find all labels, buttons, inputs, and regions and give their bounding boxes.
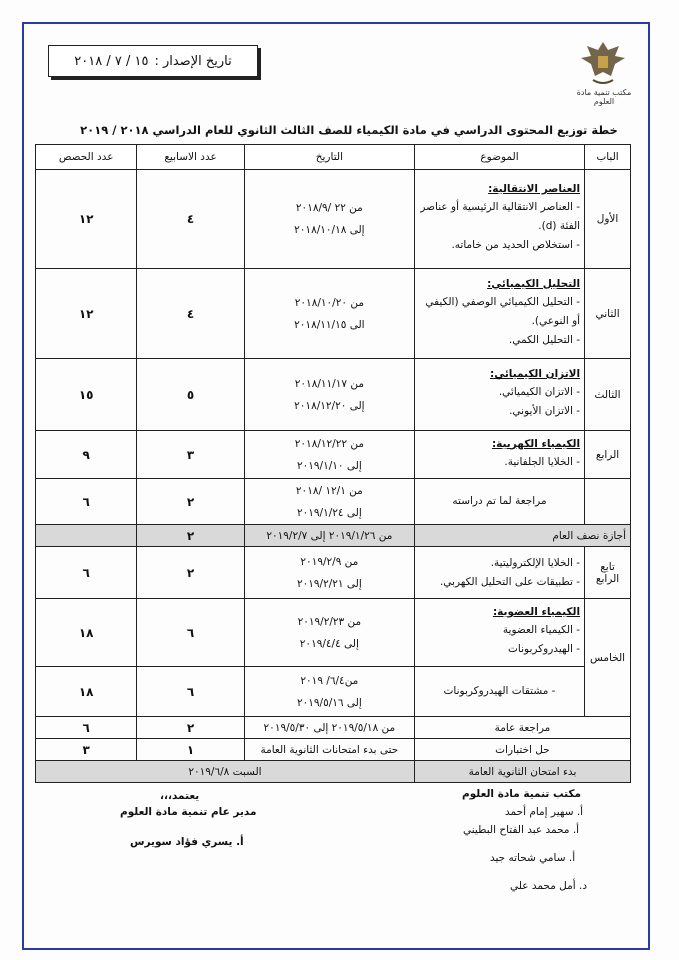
weeks-cell: ٤ (137, 269, 245, 359)
date-cell (244, 599, 414, 667)
table-row (36, 479, 631, 525)
table-row (36, 599, 631, 667)
director-name: أ. يسري فؤاد سويرس (130, 836, 244, 848)
midyear-dates: من ٢٠١٩/١/٢٦ إلى ٢٠١٩/٢/٧ (244, 525, 414, 547)
topic-cell (414, 479, 584, 525)
col-header-lessons: عدد الحصص (36, 145, 137, 170)
topic-cell (414, 599, 584, 667)
logo-caption: مكتب تنمية مادة العلوم (576, 88, 632, 106)
topic-item: - استخلاص الحديد من خاماته. (451, 239, 581, 251)
topic-item: - مشتقات الهيدروكربونات (443, 685, 556, 697)
topic-cell (414, 170, 584, 269)
member-name: أ. سهير إمام أحمد (505, 806, 584, 818)
director-title: مدير عام تنمية مادة العلوم (120, 806, 257, 818)
topic-item: - الكيمياء العضوية (502, 624, 581, 636)
date-cell (244, 431, 414, 479)
table-row (36, 431, 631, 479)
approval-label: يعتمد،،، (160, 790, 200, 802)
date-from: من ٢٠١٨/١١/١٧ (294, 377, 364, 390)
bab-cell: الأول (585, 170, 631, 269)
review-label: مراجعة عامة (414, 717, 630, 739)
tests-lessons: ٣ (36, 739, 137, 761)
exam-start-row (36, 761, 631, 783)
bab-cell: الثالث (585, 359, 631, 431)
content-plan-table (35, 144, 631, 783)
table-row (36, 667, 631, 717)
topic-cell (414, 431, 584, 479)
lessons-cell: ١٢ (36, 170, 137, 269)
midyear-label: أجازة نصف العام (414, 525, 630, 547)
date-cell (244, 269, 414, 359)
lessons-cell: ٦ (36, 479, 137, 525)
table-row (36, 547, 631, 599)
topic-heading: الكيمياء العضوية: (492, 606, 581, 618)
tests-weeks: ١ (137, 739, 245, 761)
weeks-cell: ٦ (137, 667, 245, 717)
topic-item: مراجعة لما تم دراسته (452, 495, 547, 507)
topic-item: - الهيدروكربونات (508, 643, 581, 655)
date-cell (244, 547, 414, 599)
date-from: من ٢٠١٨/١٢/٢٢ (294, 437, 364, 450)
tests-label: حل اختبارات (414, 739, 630, 761)
date-cell (244, 170, 414, 269)
general-review-row (36, 717, 631, 739)
exam-label: بدء امتحان الثانوية العامة (414, 761, 630, 783)
topic-cell (414, 269, 584, 359)
member-name: أ. محمد عبد الفتاح البطيني (463, 824, 580, 836)
topic-heading: العناصر الانتقالية: (488, 183, 581, 195)
topic-heading: الكيمياء الكهربية: (491, 437, 581, 450)
bab-cell: الخامس (585, 599, 631, 717)
date-to: إلى ٢٠١٩/٢/٢١ (296, 577, 362, 590)
lessons-cell: ١٨ (36, 599, 137, 667)
table-row (36, 359, 631, 431)
topic-cell (414, 667, 584, 717)
date-to: إلى ٢٠١٩/٥/١٦ (296, 696, 362, 709)
review-dates: من ٢٠١٩/٥/١٨ إلى ٢٠١٩/٥/٣٠ (244, 717, 414, 739)
office-name: مكتب تنمية مادة العلوم (462, 788, 581, 800)
col-header-weeks: عدد الاسابيع (137, 145, 245, 170)
date-to: إلى ٢٠١٨/١٢/٢٠ (294, 399, 365, 412)
weeks-cell: ٣ (137, 431, 245, 479)
member-name: أ. سامي شحاته جيد (490, 852, 576, 864)
table-row (36, 269, 631, 359)
topic-cell (414, 359, 584, 431)
member-name: د. أمل محمد علي (510, 880, 587, 892)
date-to: الى ٢٠١٨/١١/١٥ (294, 318, 365, 331)
col-header-topic: الموضوع (414, 145, 584, 170)
date-from: من ٢٠١٩/٢/٩ (300, 555, 359, 568)
lessons-cell: ١٥ (36, 359, 137, 431)
topic-item: - العناصر الانتقالية الرئيسية أو عناصر الفئة (d). (420, 201, 581, 232)
review-weeks: ٢ (137, 717, 245, 739)
weeks-cell: ٤ (137, 170, 245, 269)
review-lessons: ٦ (36, 717, 137, 739)
col-header-bab: الباب (585, 145, 631, 170)
table-row (36, 170, 631, 269)
solve-tests-row (36, 739, 631, 761)
weeks-cell: ٢ (137, 547, 245, 599)
date-cell (244, 479, 414, 525)
bab-cell: الثاني (585, 269, 631, 359)
bab-cell: تابع الرابع (585, 547, 631, 599)
date-to: إلى ٢٠١٩/١/١٠ (296, 459, 362, 472)
date-from: من ٢٠١٨/١٠/٢٠ (294, 296, 364, 309)
date-to: إلى ٢٠١٩/١/٢٤ (296, 506, 362, 519)
weeks-cell: ٥ (137, 359, 245, 431)
topic-item: - الاتزان الأيوني. (509, 405, 581, 417)
topic-item: - تطبيقات على التحليل الكهربي. (439, 575, 581, 588)
lessons-cell: ٦ (36, 547, 137, 599)
date-to: إلى ٢٠١٩/٤/٤ (299, 637, 359, 650)
date-from: من ٢٠١٩/٢/٢٣ (297, 615, 362, 628)
weeks-cell: ٢ (137, 479, 245, 525)
lessons-cell: ٩ (36, 431, 137, 479)
date-cell (244, 359, 414, 431)
date-cell (244, 667, 414, 717)
topic-item: - الاتزان الكيميائي. (498, 386, 581, 398)
date-from: من ١٢/١ /٢٠١٨ (295, 484, 363, 497)
topic-cell (414, 547, 584, 599)
table-header-row (36, 145, 631, 170)
bab-cell: الرابع (585, 431, 631, 479)
topic-item: - الخلايا الجلفانية. (504, 455, 581, 468)
weeks-cell: ٦ (137, 599, 245, 667)
issue-date-value: ١٥ / ٧ / ٢٠١٨ (74, 53, 149, 69)
bab-cell (585, 479, 631, 525)
topic-item: - التحليل الكيميائي الوصفي (الكيفي أو النوعي). (425, 295, 581, 327)
col-header-date: التاريخ (244, 145, 414, 170)
lessons-cell: ١٢ (36, 269, 137, 359)
issue-date-label: تاريخ الإصدار : (154, 53, 232, 69)
date-from: من ٢٢ /٢٠١٨/٩ (295, 202, 363, 214)
topic-heading: الاتزان الكيميائي: (490, 368, 581, 380)
topic-heading: التحليل الكيميائي: (487, 277, 581, 290)
tests-dates: حتى بدء امتحانات الثانوية العامة (244, 739, 414, 761)
topic-item: - التحليل الكمي. (508, 333, 581, 346)
midyear-weeks: ٢ (137, 525, 245, 547)
lessons-cell: ١٨ (36, 667, 137, 717)
date-from: من٦/٤/ ٢٠١٩ (300, 674, 359, 687)
date-to: إلى ٢٠١٨/١٠/١٨ (294, 224, 365, 236)
issue-date-box (48, 45, 258, 77)
topic-item: - الخلايا الإلكتروليتية. (490, 556, 581, 569)
exam-date: السبت ٢٠١٩/٦/٨ (36, 761, 415, 783)
midyear-lessons (36, 525, 137, 547)
midyear-vacation-row (36, 525, 631, 547)
page-title: خطة توزيع المحتوى الدراسي في مادة الكيمياء للصف الثالث الثانوي للعام الدراسي ٢٠١٨ / ٢٠١٩ (80, 123, 618, 137)
